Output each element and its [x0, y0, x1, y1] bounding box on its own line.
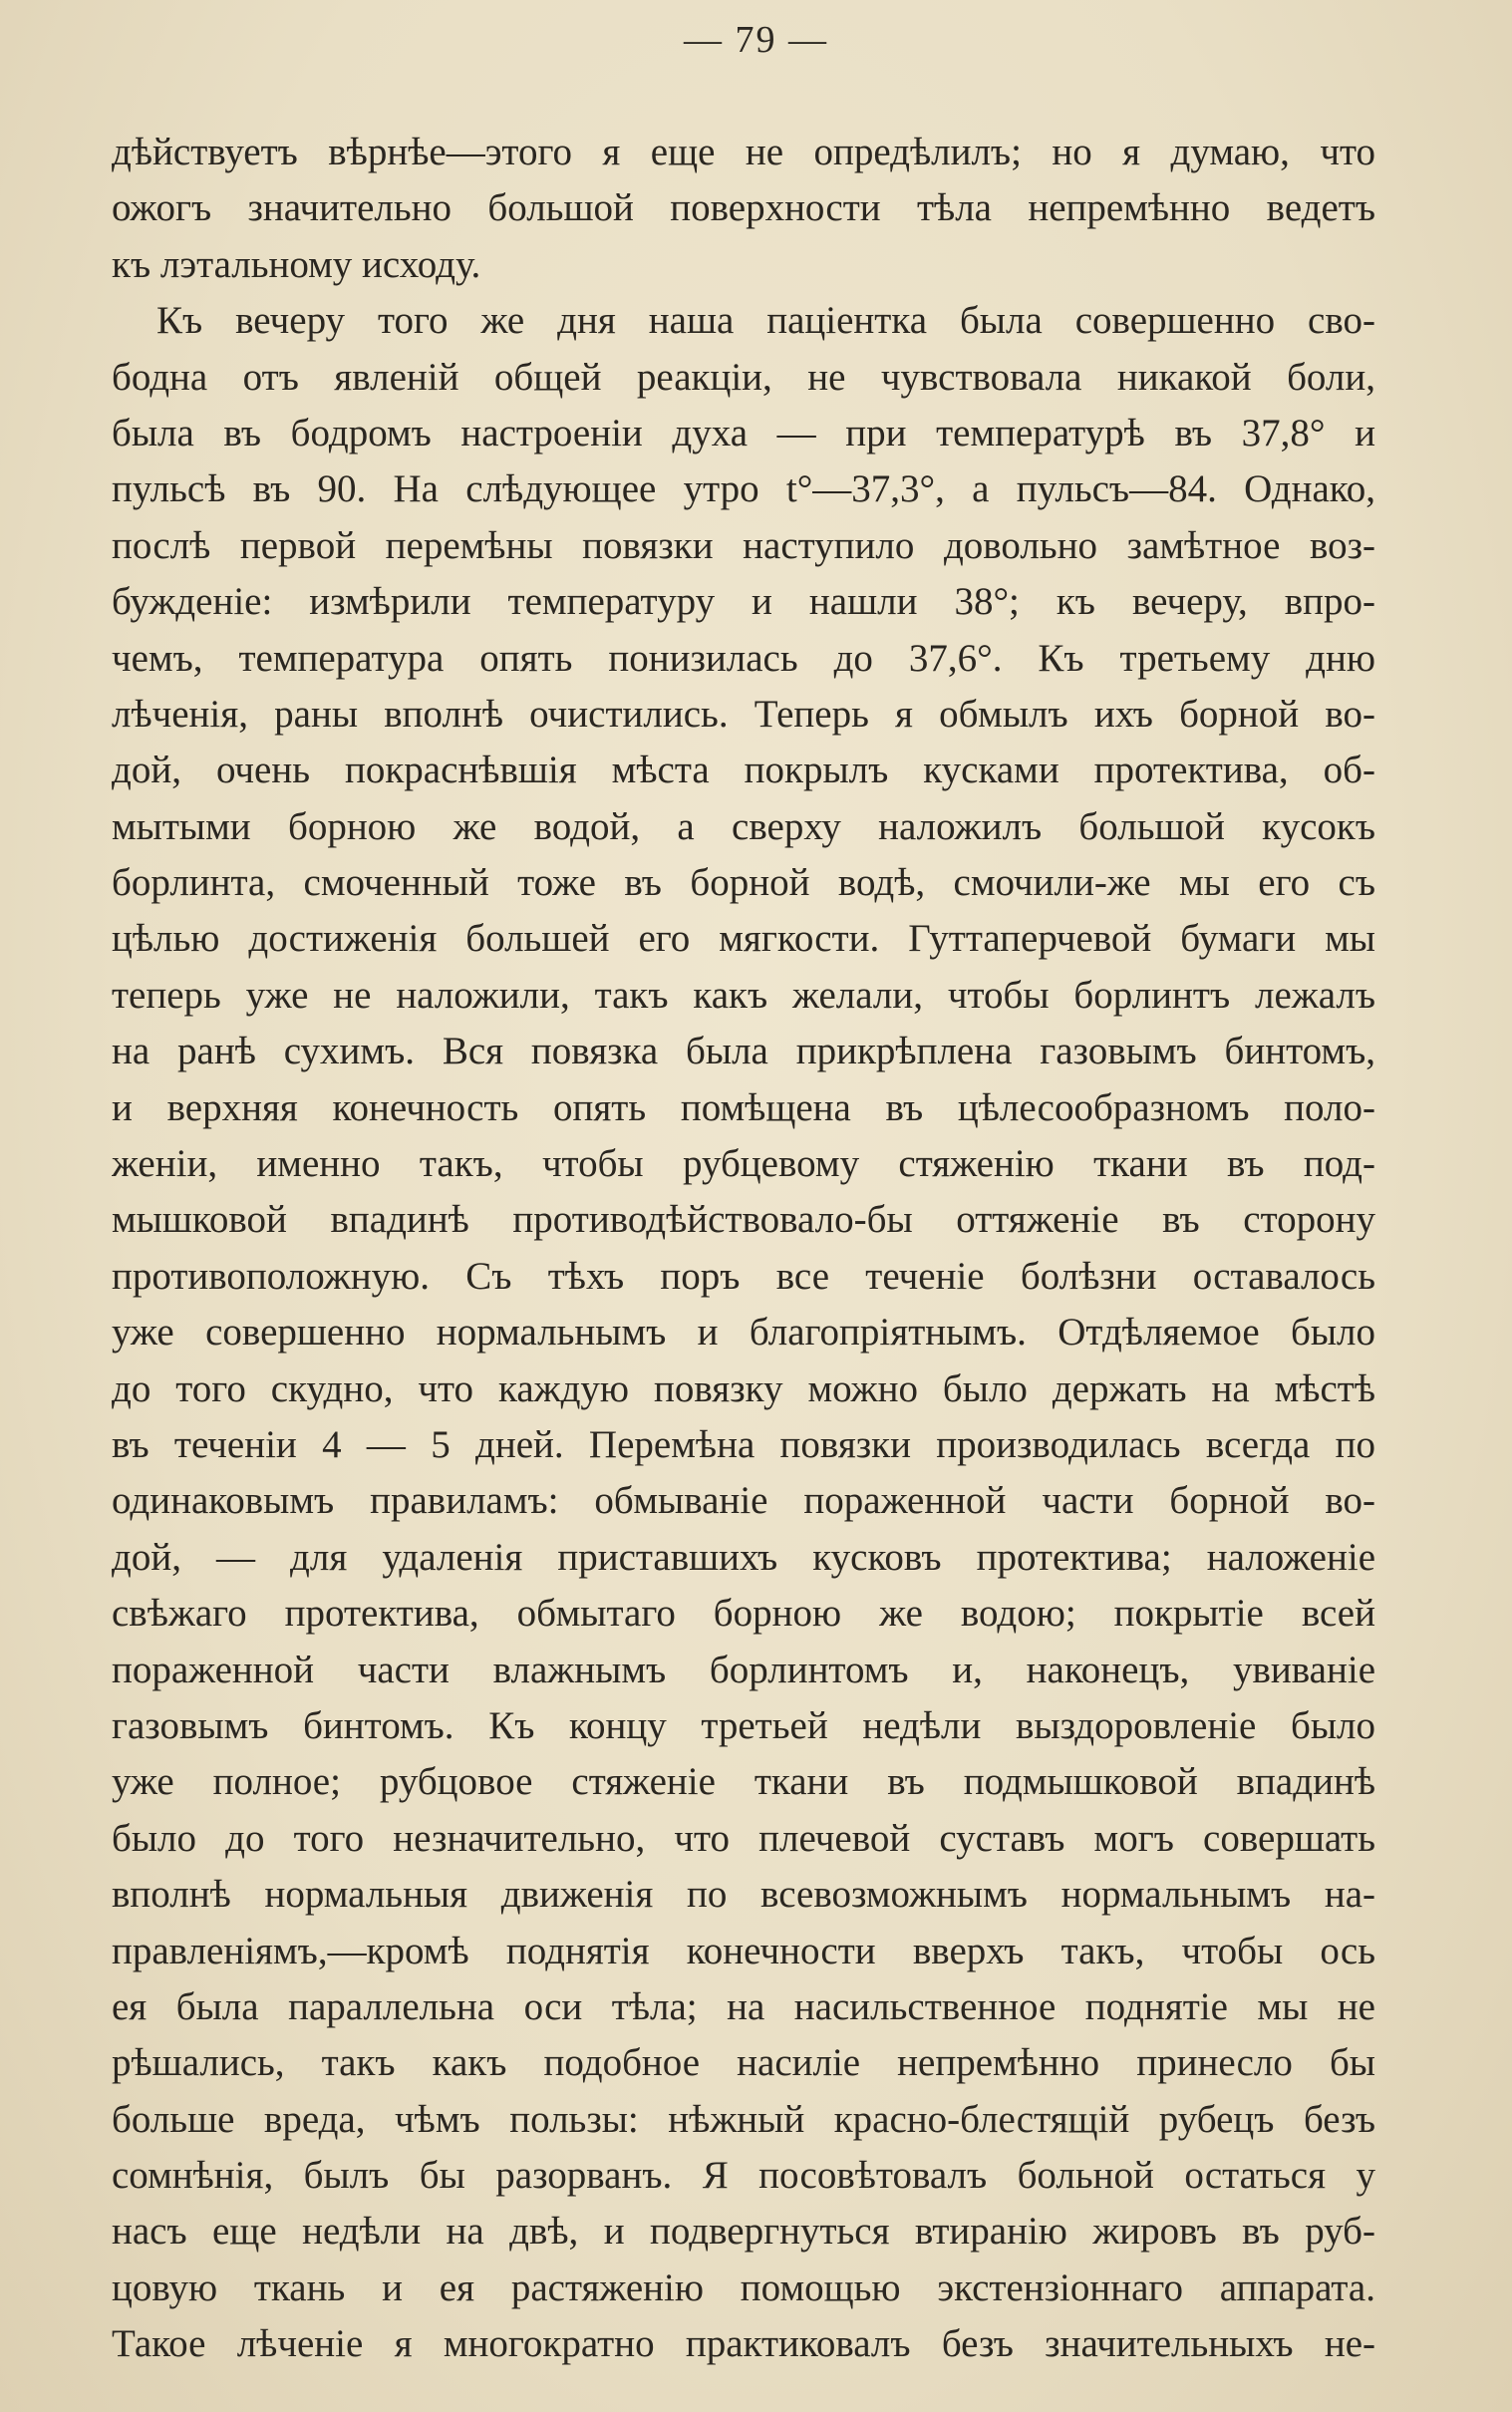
text-line: борлинта, смоченный тоже въ борной водѣ, смочили-же мы его съ — [112, 861, 1375, 905]
text-line: бодна отъ явленій общей реакціи, не чувствовала никакой боли, — [112, 355, 1375, 399]
text-line: мытыми борною же водой, а сверху наложилъ большой кусокъ — [112, 804, 1375, 848]
text-line: ея была параллельна оси тѣла; на насильственное поднятіе мы не — [112, 1984, 1375, 2028]
text-line: Такое лѣченіе я многократно практиковалъ безъ значительныхъ не- — [112, 2322, 1375, 2366]
text-line: было до того незначительно, что плечевой суставъ могъ совершать — [112, 1816, 1375, 1860]
text-line: мышковой впадинѣ противодѣйствовало-бы оттяженіе въ сторону — [112, 1198, 1375, 1242]
text-line: свѣжаго протектива, обмытаго борною же водою; покрытіе всей — [112, 1592, 1375, 1636]
text-line: больше вреда, чѣмъ пользы: нѣжный красно-блестящій рубецъ безъ — [112, 2097, 1375, 2141]
text-line: въ теченіи 4 — 5 дней. Перемѣна повязки производилась всегда по — [112, 1422, 1375, 1466]
text-line: цовую ткань и ея растяженію помощью экстензіоннаго аппарата. — [112, 2265, 1375, 2309]
text-line: рѣшались, такъ какъ подобное насиліе непремѣнно принесло бы — [112, 2041, 1375, 2085]
page-number: — 79 — — [684, 19, 828, 61]
text-line: дѣйствуетъ вѣрнѣе—этого я еще не опредѣлилъ; но я думаю, что — [112, 131, 1375, 173]
text-line: противоположную. Съ тѣхъ поръ все теченіе болѣзни оставалось — [112, 1254, 1375, 1298]
text-line: бужденіе: измѣрили температуру и нашли 38°; къ вечеру, впро- — [112, 580, 1375, 624]
text-line: лѣченія, раны вполнѣ очистились. Теперь я обмылъ ихъ борной во- — [112, 692, 1375, 736]
text-line: вполнѣ нормальныя движенія по всевозможнымъ нормальнымъ на- — [112, 1873, 1375, 1917]
text-line: пульсѣ въ 90. На слѣдующее утро t°—37,3°, а пульсъ—84. Однако, — [112, 467, 1375, 511]
text-line: къ лэтальному исходу. — [112, 242, 481, 286]
text-line: была въ бодромъ настроеніи духа — при температурѣ въ 37,8° и — [112, 411, 1375, 454]
text-line: правленіямъ,—кромѣ поднятія конечности вверхъ такъ, чтобы ось — [112, 1929, 1375, 1972]
text-line: и верхняя конечность опять помѣщена въ цѣлесообразномъ поло- — [112, 1085, 1375, 1129]
body-text — [112, 125, 1375, 2373]
text-line: дой, — для удаленія приставшихъ кусковъ протектива; наложеніе — [112, 1535, 1375, 1579]
text-line: газовымъ бинтомъ. Къ концу третьей недѣли выздоровленіе было — [112, 1703, 1375, 1747]
text-line: цѣлью достиженія большей его мягкости. Гуттаперчевой бумаги мы — [112, 917, 1375, 961]
text-line: сомнѣнія, былъ бы разорванъ. Я посовѣтовалъ больной остаться у — [112, 2154, 1375, 2198]
text-line: женіи, именно такъ, чтобы рубцевому стяженію ткани въ под- — [112, 1142, 1375, 1186]
text-line: чемъ, температура опять понизилась до 37,6°. Къ третьему дню — [112, 636, 1375, 680]
text-line: пораженной части влажнымъ борлинтомъ и, наконецъ, увиваніе — [112, 1648, 1375, 1691]
text-line: уже совершенно нормальнымъ и благопріятнымъ. Отдѣляемое было — [112, 1311, 1375, 1355]
text-line: послѣ первой перемѣны повязки наступило довольно замѣтное воз- — [112, 523, 1375, 567]
text-line: ожогъ значительно большой поверхности тѣла непремѣнно ведетъ — [112, 186, 1375, 230]
text-line: теперь уже не наложили, такъ какъ желали, чтобы борлинтъ лежалъ — [112, 973, 1375, 1017]
text-line: до того скудно, что каждую повязку можно было держать на мѣстѣ — [112, 1366, 1375, 1410]
text-line: насъ еще недѣли на двѣ, и подвергнуться втиранію жировъ въ руб- — [112, 2210, 1375, 2254]
text-line: уже полное; рубцовое стяженіе ткани въ подмышковой впадинѣ — [112, 1760, 1375, 1804]
text-line: Къ вечеру того же дня наша паціентка была совершенно сво- — [156, 299, 1375, 343]
text-line: одинаковымъ правиламъ: обмываніе пораженной части борной во- — [112, 1479, 1375, 1523]
text-line: дой, очень покраснѣвшія мѣста покрылъ кусками протектива, об- — [112, 749, 1375, 792]
text-line: на ранѣ сухимъ. Вся повязка была прикрѣплена газовымъ бинтомъ, — [112, 1030, 1375, 1073]
